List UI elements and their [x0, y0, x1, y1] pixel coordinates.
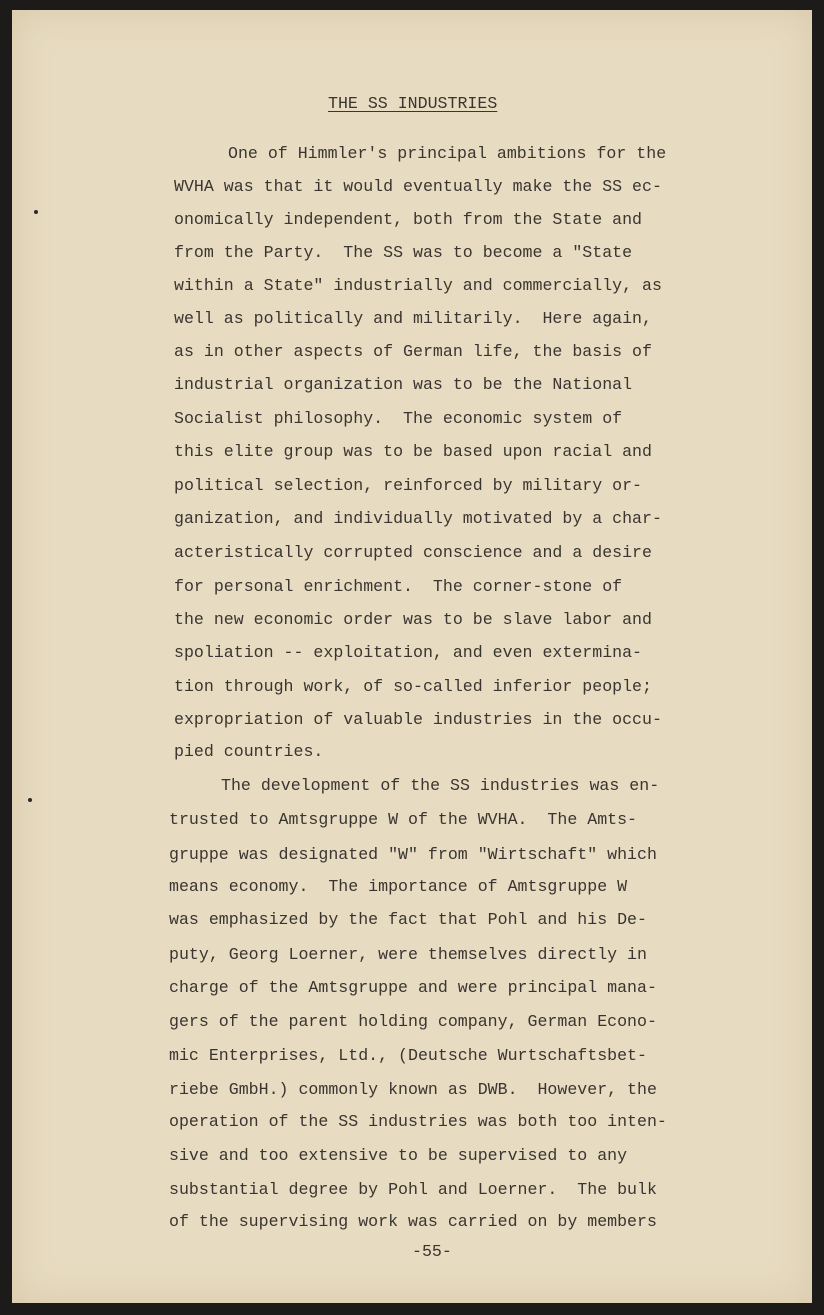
text-line: within a State" industrially and commercially, as: [174, 276, 662, 295]
document-page: [12, 10, 812, 1303]
text-line: of the supervising work was carried on by members: [169, 1212, 657, 1231]
text-line: trusted to Amtsgruppe W of the WVHA. The Amts-: [169, 810, 638, 829]
text-line: Socialist philosophy. The economic system of: [174, 409, 623, 428]
text-line: for personal enrichment. The corner-stone of: [174, 577, 623, 596]
text-line: pied countries.: [174, 742, 324, 761]
text-line: gruppe was designated "W" from "Wirtschaft" which: [169, 845, 657, 864]
text-line: acteristically corrupted conscience and a desire: [174, 543, 652, 562]
text-line: onomically independent, both from the State and: [174, 210, 643, 229]
text-line: ganization, and individually motivated by a char-: [174, 509, 662, 528]
text-line: the new economic order was to be slave labor and: [174, 610, 652, 629]
page-number: -55-: [412, 1242, 452, 1261]
punch-hole-mark: [34, 210, 38, 214]
text-line: One of Himmler's principal ambitions for the: [228, 144, 667, 163]
text-line: riebe GmbH.) commonly known as DWB. However, the: [169, 1080, 657, 1099]
punch-hole-mark: [28, 798, 32, 802]
text-line: expropriation of valuable industries in the occu-: [174, 710, 662, 729]
text-line: from the Party. The SS was to become a "State: [174, 243, 633, 262]
text-line: well as politically and militarily. Here again,: [174, 309, 652, 328]
text-line: sive and too extensive to be supervised to any: [169, 1146, 628, 1165]
page-title: THE SS INDUSTRIES: [328, 94, 498, 113]
text-line: puty, Georg Loerner, were themselves directly in: [169, 945, 647, 964]
text-line: political selection, reinforced by military or-: [174, 476, 643, 495]
text-line: mic Enterprises, Ltd., (Deutsche Wurtschaftsbet-: [169, 1046, 647, 1065]
text-line: gers of the parent holding company, German Econo-: [169, 1012, 657, 1031]
text-line: spoliation -- exploitation, and even extermina-: [174, 643, 643, 662]
text-line: as in other aspects of German life, the basis of: [174, 342, 652, 361]
text-line: this elite group was to be based upon racial and: [174, 442, 652, 461]
text-line: tion through work, of so-called inferior people;: [174, 677, 652, 696]
text-line: operation of the SS industries was both too inten-: [169, 1112, 667, 1131]
text-line: The development of the SS industries was en-: [221, 776, 660, 795]
text-line: WVHA was that it would eventually make the SS ec-: [174, 177, 662, 196]
text-line: substantial degree by Pohl and Loerner. The bulk: [169, 1180, 657, 1199]
text-line: means economy. The importance of Amtsgruppe W: [169, 877, 628, 896]
text-line: was emphasized by the fact that Pohl and his De-: [169, 910, 647, 929]
text-line: charge of the Amtsgruppe and were principal mana-: [169, 978, 657, 997]
text-line: industrial organization was to be the National: [174, 375, 633, 394]
